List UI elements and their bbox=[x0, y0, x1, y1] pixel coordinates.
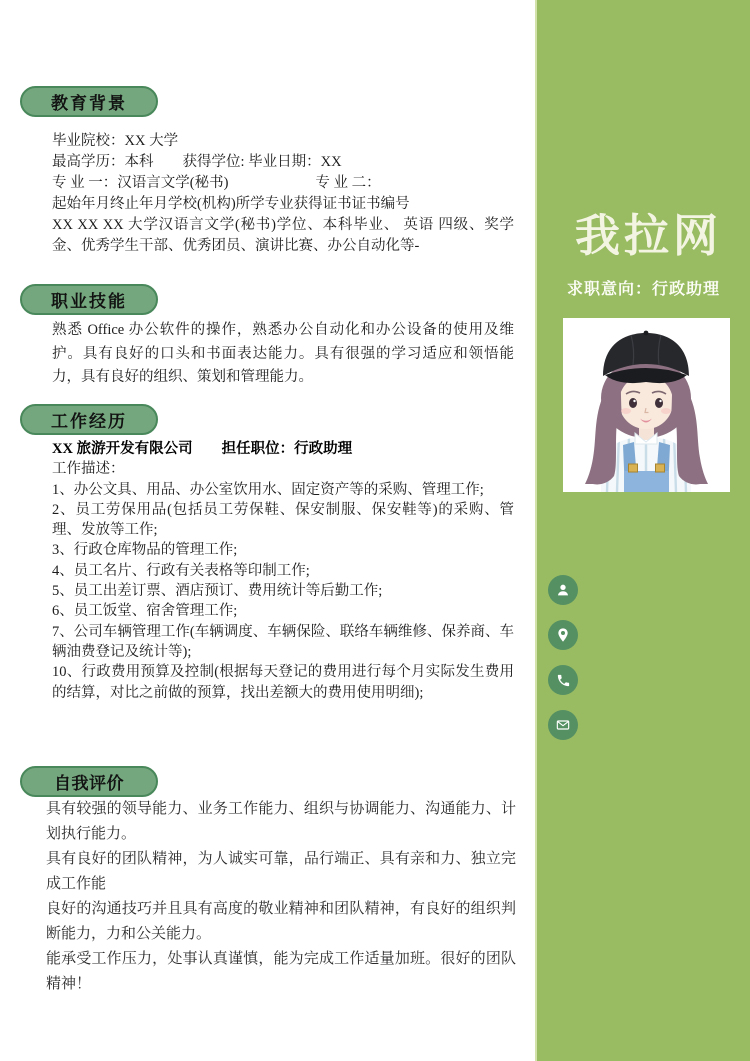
work-item: 1、办公文具、用品、办公室饮用水、固定资产等的采购、管理工作; bbox=[52, 481, 484, 498]
education-line: XX XX XX 大学汉语言文学(秘书)学位、本科毕业、 英语 四级、奖学金、优秀学生干部、优秀团员、演讲比赛、办公自动化等- bbox=[52, 217, 514, 254]
skills-content bbox=[52, 319, 514, 390]
self-evaluation-paragraph: 具有较强的领导能力、业务工作能力、组织与协调能力、沟通能力、计划执行能力。 bbox=[46, 799, 516, 842]
work-item: 10、行政费用预算及控制(根据每天登记的费用进行每个月实际发生费用的结算，对比之前做的预算，找出差额大的费用使用明细); bbox=[52, 664, 514, 701]
location-icon bbox=[548, 620, 578, 650]
sidebar bbox=[535, 0, 750, 1061]
profile-photo bbox=[563, 318, 730, 492]
section-title: 自我评价 bbox=[54, 774, 124, 794]
self-evaluation-paragraph: 具有良好的团队精神，为人诚实可靠，品行端正、具有亲和力、独立完成工作能 bbox=[46, 849, 516, 892]
profile-photo-illustration bbox=[563, 318, 730, 492]
section-header-work bbox=[20, 404, 158, 435]
section-title: 工作经历 bbox=[51, 412, 127, 431]
section-title: 职业技能 bbox=[51, 292, 127, 311]
self-evaluation-paragraph: 能承受工作压力，处事认真谨慎，能为完成工作适量加班。很好的团队精神！ bbox=[46, 949, 516, 992]
self-evaluation-paragraph: 良好的沟通技巧并且具有高度的敬业精神和团队精神，有良好的组织判断能力，力和公关能力。 bbox=[46, 899, 516, 942]
education-line: 最高学历：本科 获得学位: 毕业日期：XX bbox=[52, 154, 342, 170]
user-icon bbox=[548, 575, 578, 605]
education-line: 起始年月终止年月学校(机构)所学专业获得证书证书编号 bbox=[52, 196, 410, 212]
work-item: 4、员工名片、行政有关表格等印制工作; bbox=[52, 562, 310, 579]
work-company-position: XX 旅游开发有限公司 担任职位：行政助理 bbox=[52, 441, 353, 457]
job-intention: 求职意向：行政助理 bbox=[566, 279, 720, 298]
work-item: 7、公司车辆管理工作(车辆调度、车辆保险、联络车辆维修、保养商、车辆油费登记及统计等); bbox=[52, 623, 514, 660]
work-item: 3、行政仓库物品的管理工作; bbox=[52, 542, 238, 559]
phone-icon bbox=[548, 665, 578, 695]
work-desc-label: 工作描述： bbox=[52, 461, 125, 478]
education-line: 专 业 一：汉语言文学(秘书) 专 业 二： bbox=[52, 175, 381, 191]
skills-paragraph: 熟悉 Office 办公软件的操作，熟悉办公自动化和办公设备的使用及维护。具有良好的口头和书面表达能力。具有很强的学习适应和领悟能力，具有良好的组织、策划和管理能力。 bbox=[52, 322, 514, 385]
section-title: 教育背景 bbox=[51, 94, 127, 113]
mail-icon bbox=[548, 710, 578, 740]
work-item: 6、员工饭堂、宿舍管理工作; bbox=[52, 603, 238, 620]
section-header-education bbox=[20, 86, 158, 117]
education-line: 毕业院校：XX 大学 bbox=[52, 133, 179, 149]
work-item: 2、员工劳保用品(包括员工劳保鞋、保安制服、保安鞋等)的采购、管理、发放等工作; bbox=[52, 501, 514, 539]
work-item: 5、员工出差订票、酒店预订、费用统计等后勤工作; bbox=[52, 583, 383, 600]
work-content bbox=[52, 439, 514, 703]
section-header-skills bbox=[20, 284, 158, 315]
site-logo: 我拉网 bbox=[574, 209, 722, 262]
section-header-self-evaluation bbox=[20, 766, 158, 797]
self-evaluation-content bbox=[46, 796, 516, 996]
education-content bbox=[52, 131, 514, 257]
